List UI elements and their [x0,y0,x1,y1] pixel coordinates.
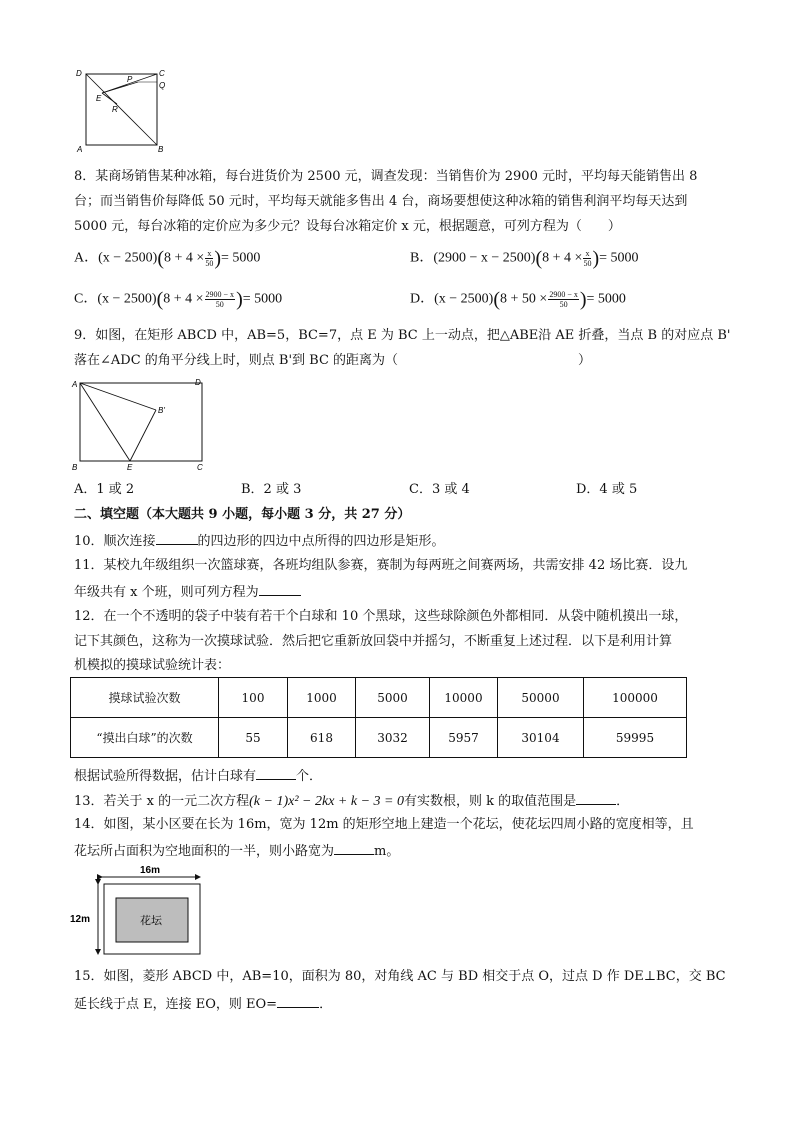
table-header-cell: 5000 [356,678,430,718]
fig1-label-b: B [158,145,164,154]
table-cell: 55 [219,718,288,758]
q10-pre: 10．顺次连接 [74,534,156,549]
fraction-numerator: 2900 − x [549,290,578,299]
q12-after-pre: 根据试验所得数据，估计白球有 [74,769,257,784]
q14-line-2-post: m。 [374,844,400,859]
table-header-cell: 10000 [430,678,498,718]
option-label: C． [74,291,98,307]
q15-line-2-pre: 延长线于点 E，连接 EO，则 EO= [74,997,278,1012]
option-mid: 8 + 4 × [542,250,583,266]
table-header-cell: 100 [219,678,288,718]
option-rhs: = 5000 [586,291,626,307]
q12-line-2: 记下其颜色，这称为一次摸球试验．然后把它重新放回袋中并摇匀，不断重复上述过程．以下是利用计算 [74,634,673,649]
option-rhs: = 5000 [599,250,639,266]
q8-option-c[interactable]: C．(x − 2500)(8 + 4 × $\frac{2900 - x}{50}$ )= 5000 [74,288,283,311]
fraction-numerator: x [207,249,212,258]
q10-post: 的四边形的四边中点所得的四边形是矩形。 [197,534,445,549]
q15-answer-blank[interactable] [277,994,319,1008]
fig1-label-p: P [127,75,133,84]
q9-line-1: 9．如图，在矩形 ABCD 中，AB=5，BC=7，点 E 为 BC 上一动点，把△ABE沿 AE 折叠，当点 B 的对应点 B' [74,328,731,343]
flowerbed-figure [70,862,205,957]
q13-equation: (k − 1)x² − 2kx + k − 3 = 0 [249,794,404,809]
q9-option-a[interactable]: A．1 或 2 [74,482,135,497]
flowerbed-bed-label: 花坛 [140,914,162,927]
q15-line-2-post: ． [319,997,333,1012]
table-header-cell: 1000 [288,678,356,718]
fig2-label-c: C [197,463,203,472]
option-mid: 8 + 4 × [164,250,205,266]
trial-statistics-table [70,677,687,758]
table-cell: 59995 [584,718,687,758]
q8-option-d[interactable]: D．(x − 2500)(8 + 50 × $\frac{2900 - x}{50}$ )= 5000 [410,288,626,311]
q15-line-2 [74,994,332,1014]
q9-option-b[interactable]: B．2 或 3 [241,482,302,497]
q14-line-1: 14．如图，某小区要在长为 16m，宽为 12m 的矩形空地上建造一个花坛，使花坛四周小路的宽度相等，且 [74,817,694,832]
q11-line-2 [74,582,301,602]
option-rhs: = 5000 [242,291,283,307]
fraction-denominator: 50 [205,259,214,268]
option-mid: 8 + 50 × [500,291,548,307]
q8-line-1: 8．某商场销售某种冰箱，每台进货价为 2500 元，调查发现：当销售价为 2900 元时，平均每天能销售出 8 [74,169,698,184]
fig1-label-c: C [159,69,165,78]
table-cell: 5957 [430,718,498,758]
q10 [74,531,445,551]
option-lhs: (2900 − x − 2500) [433,250,536,266]
option-lhs: (x − 2500) [97,291,157,307]
q14-line-2 [74,841,399,861]
table-cell: 618 [288,718,356,758]
q10-answer-blank[interactable] [156,531,198,545]
rectangle-fold-figure [68,375,213,475]
q11-line-2-text: 年级共有 x 个班，则可列方程为 [74,585,259,600]
fig2-label-d: D [195,378,201,387]
q8-line-3: 5000 元，每台冰箱的定价应为多少元？设每台冰箱定价 x 元，根据题意，可列方程为（ ） [74,219,621,234]
option-lhs: (x − 2500) [98,250,158,266]
table-row [71,678,687,718]
q8-option-b[interactable]: B．(2900 − x − 2500)(8 + 4 × $\frac{x}{50}$ )= 5000 [410,247,639,270]
q15-line-1: 15．如图，菱形 ABCD 中，AB=10，面积为 80，对角线 AC 与 BD 相交于点 O，过点 D 作 DE⊥BC，交 BC [74,969,726,984]
q12-after-post: 个． [296,769,323,784]
q9-option-c[interactable]: C．3 或 4 [409,482,470,497]
fraction-numerator: 2900 − x [205,290,235,299]
table-cell: 3032 [356,718,430,758]
q13-answer-blank[interactable] [576,791,616,805]
flowerbed-width-label: 16m [140,865,161,876]
table-header-cell: 100000 [584,678,687,718]
q13-pre: 13．若关于 x 的一元二次方程 [74,794,250,809]
square-diagram-figure [72,66,172,156]
flowerbed-height-label: 12m [70,914,91,925]
fig2-label-e: E [127,463,133,472]
q9-line-2-close: ） [578,353,592,368]
q8-line-2: 台；而当销售价每降低 50 元时，平均每天就能多售出 4 台，商场要想使这种冰箱的销售利润平均每天达到 [74,194,688,209]
q14-line-2-pre: 花坛所占面积为空地面积的一半，则小路宽为 [74,844,335,859]
fig2-label-b1: B' [158,406,165,415]
fig1-label-a: A [77,145,83,154]
fraction-denominator: 50 [583,259,592,268]
q12-after [74,766,322,786]
option-mid: 8 + 4 × [163,291,204,307]
table-header-cell: 摸球试验次数 [71,678,219,718]
q12-answer-blank[interactable] [256,766,296,780]
q8-option-a[interactable]: A．(x − 2500)(8 + 4 × $\frac{x}{50}$ )= 5000 [74,247,261,270]
q9-line-2: 落在∠ADC 的角平分线上时，则点 B'到 BC 的距离为（ [74,353,399,368]
fig1-label-d: D [76,69,82,78]
fraction-denominator: 50 [559,300,568,309]
q13-mid: 有实数根，则 k 的取值范围是 [403,794,577,809]
q13 [74,791,629,811]
section-2-title: 二、填空题（本大题共 9 小题，每小题 3 分，共 27 分） [74,507,411,522]
fig2-label-a: A [72,380,78,389]
table-header-cell: 50000 [498,678,584,718]
q12-line-3: 机模拟的摸球试验统计表： [74,658,231,673]
option-label: A． [74,250,99,266]
fraction-denominator: 50 [215,300,224,309]
q13-post: ． [616,794,630,809]
option-lhs: (x − 2500) [434,291,494,307]
option-label: B． [410,250,434,266]
fig1-label-q: Q [159,81,166,90]
q11-line-1: 11．某校九年级组织一次篮球赛，各班均组队参赛，赛制为每两班之间赛两场，共需安排 42 场比赛．设九 [74,558,688,573]
fig2-label-b: B [72,463,78,472]
fig1-label-r: R [112,105,118,114]
fig1-label-e: E [96,94,102,103]
table-cell: “摸出白球”的次数 [71,718,219,758]
table-cell: 30104 [498,718,584,758]
table-row [71,718,687,758]
option-label: D． [410,291,435,307]
q9-option-d[interactable]: D．4 或 5 [576,482,638,497]
q14-answer-blank[interactable] [334,841,374,855]
q11-answer-blank[interactable] [259,582,301,596]
option-rhs: = 5000 [221,250,261,266]
q12-line-1: 12．在一个不透明的袋子中装有若干个白球和 10 个黑球，这些球除颜色外都相同．从袋中随机摸出一球， [74,609,688,624]
fraction-numerator: x [585,249,590,258]
